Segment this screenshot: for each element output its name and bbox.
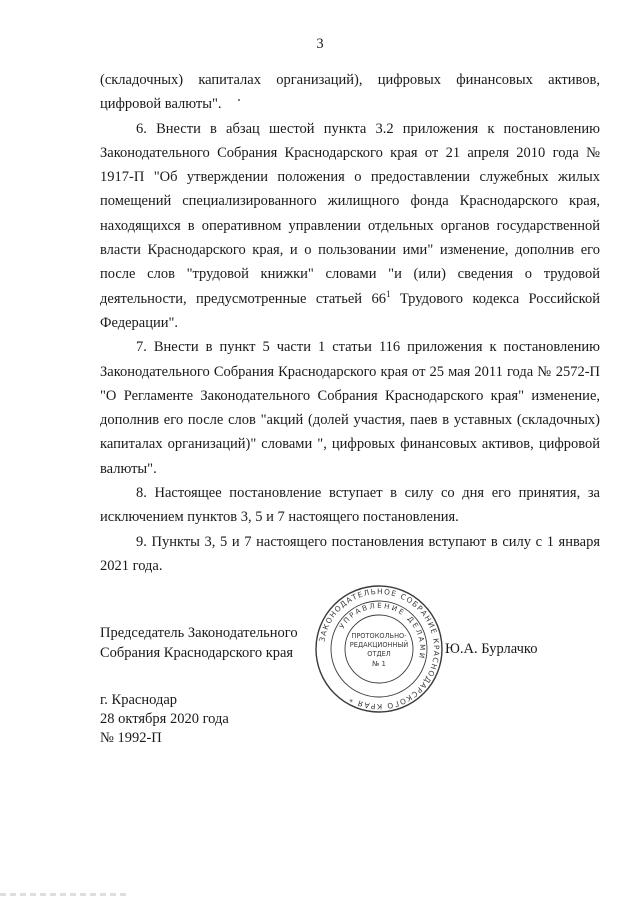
seal-center-line-1: ПРОТОКОЛЬНО- [351, 632, 407, 640]
seal-center-line-4: № 1 [372, 660, 386, 668]
document-number: № 1992-П [100, 730, 162, 746]
city: г. Краснодар [100, 692, 178, 708]
seal-center [350, 632, 408, 668]
seal-inner-text: УПРАВЛЕНИЕ ДЕЛАМИ [337, 601, 427, 661]
paragraph-item-6-text: 6. Внести в абзац шестой пункта 3.2 приложения к постановлению Законодательного Собрания Краснодарского края от 21 апреля 2010 года № 1917-П "Об утверждении положения о предоставлении служебных жилых помещений специализированного жилищного фонда Краснодарского края, находящихся в оперативном управлении отдельных органов государственной власти Краснодарского края, и о пользовании ими" изменение, дополнив его после слов "трудовой книжки" словами "и (или) сведения о трудовой деятельности, предусмотренные статьей 66 [100, 120, 600, 307]
signatory-title-line-2: Собрания Краснодарского края [100, 645, 294, 661]
paragraph-item-6-tail: Трудового кодекса Российской Федерации". [100, 290, 600, 331]
signatory-title-line-1: Председатель Законодательного [100, 625, 298, 641]
document-date: 28 октября 2020 года [100, 711, 229, 727]
seal-inner-ring [345, 615, 413, 683]
paragraph-item-6 [100, 117, 600, 336]
paragraph-item-8: 8. Настоящее постановление вступает в силу со дня его принятия, за исключением пунктов 3, 5 и 7 настоящего постановления. [100, 485, 600, 526]
paragraph-item-7: 7. Внести в пункт 5 части 1 статьи 116 приложения к постановлению Законодательного Собрания Краснодарского края от 25 мая 2011 года № 2572-П "О Регламенте Законодательного Собрания Краснодарского края" изменение, дополнив его после слов "акций (долей участия, паев в уставных (складочных) капиталах организаций)" словами ", цифровых финансовых активов, цифровой валюты". [100, 339, 600, 477]
page-number: 3 [316, 36, 324, 52]
body-text [100, 68, 600, 578]
scan-edge-mark [0, 893, 130, 896]
paragraph-continuation: (складочных) капиталах организаций), цифровых финансовых активов, цифровой валюты". [100, 72, 600, 113]
place-date-block [100, 691, 229, 748]
seal-center-line-2: РЕДАКЦИОННЫЙ [349, 641, 409, 649]
paragraph-item-9: 9. Пункты 3, 5 и 7 настоящего постановления вступают в силу с 1 января 2021 года. [100, 533, 600, 574]
seal-center-line-3: ОТДЕЛ [367, 650, 391, 658]
signatory-name: Ю.А. Бурлачко [445, 641, 538, 657]
official-seal-stamp [314, 584, 444, 714]
seal-outer-text: ЗАКОНОДАТЕЛЬНОЕ СОБРАНИЕ КРАСНОДАРСКОГО КРАЯ * [317, 586, 442, 712]
superscript: 1 [385, 288, 391, 299]
